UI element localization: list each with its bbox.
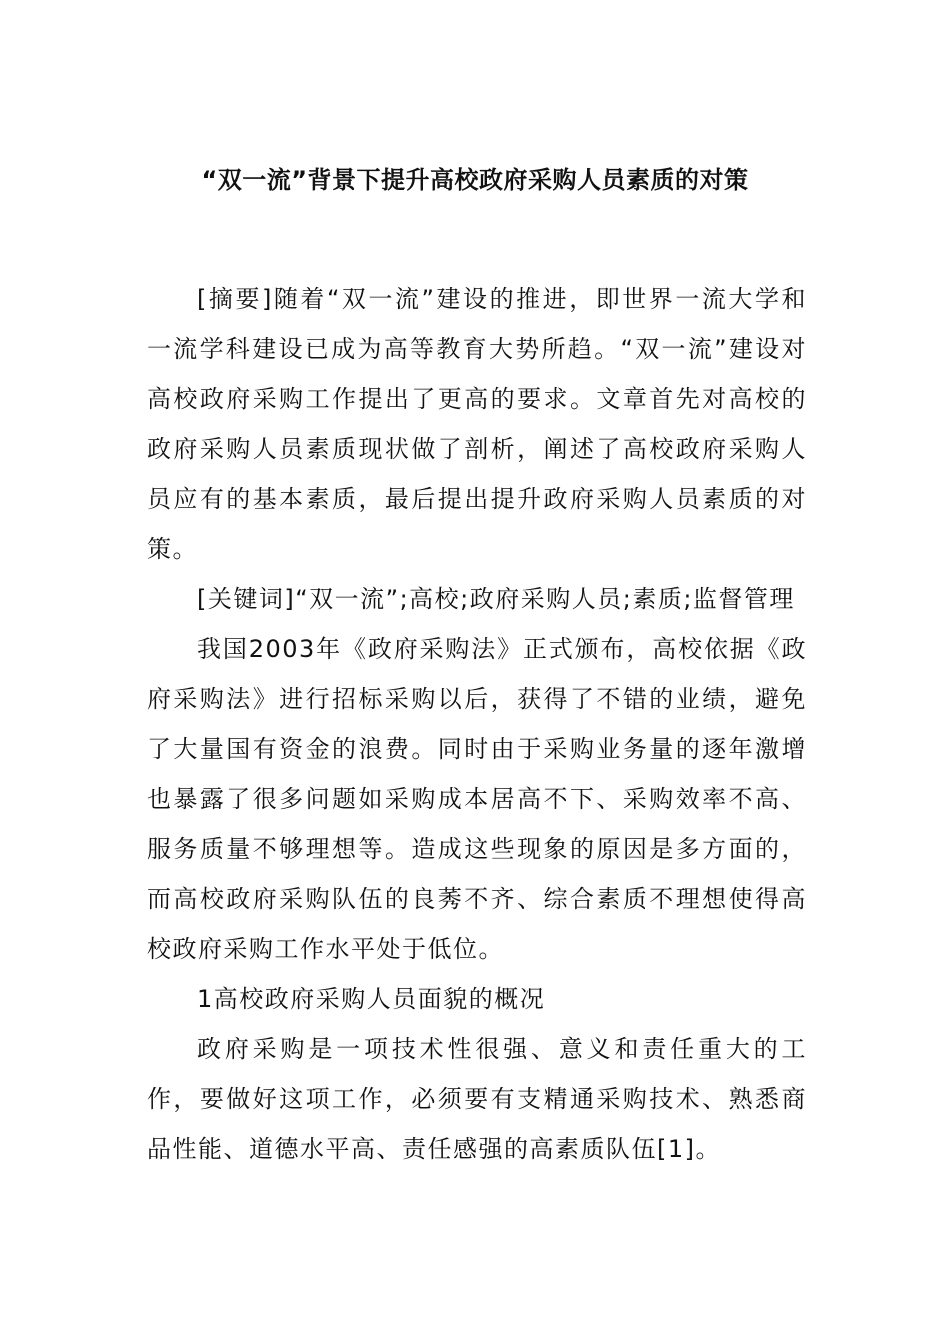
intro-paragraph: 我国2003年《政府采购法》正式颁布，高校依据《政府采购法》进行招标采购以后，获得了不错的业绩，避免了大量国有资金的浪费。同时由于采购业务量的逐年激增也暴露了很多问题如采购成本居高不下、采购效率不高、服务质量不够理想等。造成这些现象的原因是多方面的，而高校政府采购队伍的良莠不齐、综合素质不理想使得高校政府采购工作水平处于低位。 <box>147 635 807 963</box>
keywords-paragraph: [关键词]“双一流”;高校;政府采购人员;素质;监督管理 <box>197 585 795 613</box>
document-body <box>147 274 807 1174</box>
abstract-paragraph: [摘要]随着“双一流”建设的推进，即世界一流大学和一流学科建设已成为高等教育大势所趋。“双一流”建设对高校政府采购工作提出了更高的要求。文章首先对高校的政府采购人员素质现状做了剖析，阐述了高校政府采购人员应有的基本素质，最后提出提升政府采购人员素质的对策。 <box>147 285 807 563</box>
document-title: “双一流”背景下提升高校政府采购人员素质的对策 <box>201 166 749 194</box>
section-paragraph: 政府采购是一项技术性很强、意义和责任重大的工作，要做好这项工作，必须要有支精通采购技术、熟悉商品性能、道德水平高、责任感强的高素质队伍[1]。 <box>147 1035 807 1163</box>
section-heading: 1高校政府采购人员面貌的概况 <box>197 985 546 1013</box>
